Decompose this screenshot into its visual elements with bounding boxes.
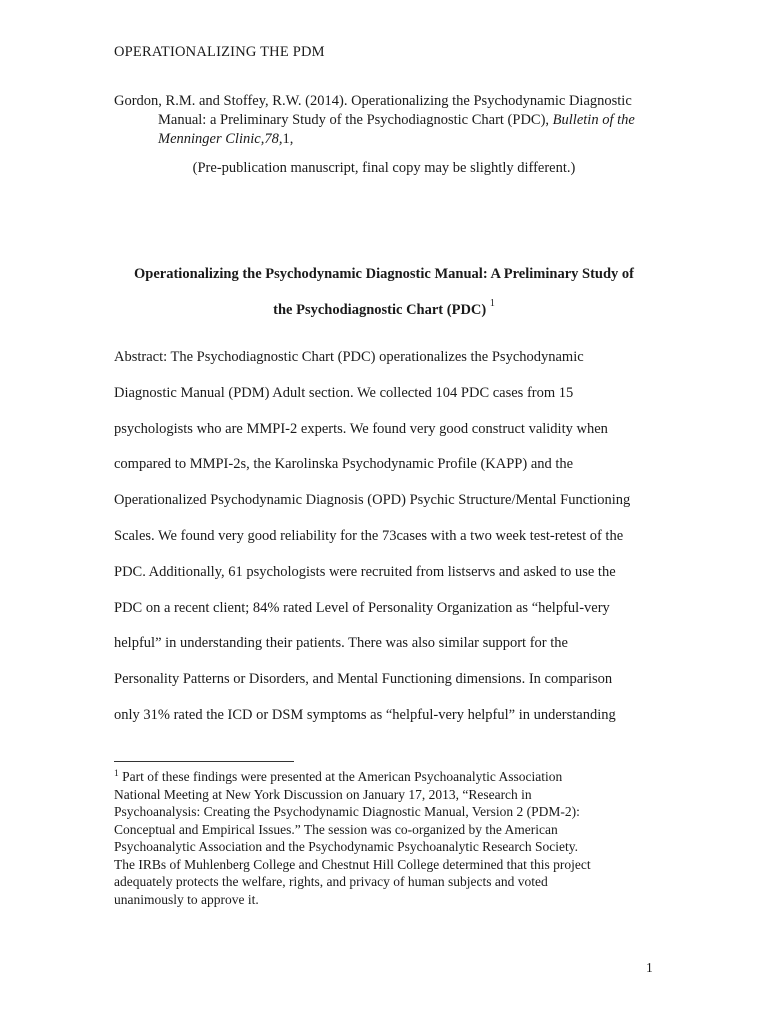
journal-name-continued: Menninger Clinic,78, (158, 131, 283, 147)
abstract-line: Diagnostic Manual (PDM) Adult section. We collected 104 PDC cases from 15 (114, 384, 574, 401)
title-line-1: Operationalizing the Psychodynamic Diagnostic Manual: A Preliminary Study of (134, 266, 634, 282)
footnote-line: The IRBs of Muhlenberg College and Chestnut Hill College determined that this project (114, 856, 591, 872)
abstract-line: Operationalized Psychodynamic Diagnosis (OPD) Psychic Structure/Mental Functioning (114, 492, 631, 509)
page-number: 1 (646, 960, 653, 975)
title-line-2-text: the Psychodiagnostic Chart (PDC) (273, 302, 487, 318)
abstract-line: helpful” in understanding their patients. There was also similar support for the (114, 635, 568, 652)
footnote-line: Conceptual and Empirical Issues.” The session was co-organized by the American (114, 821, 558, 837)
abstract-line: PDC. Additionally, 61 psychologists were recruited from listservs and asked to use the (114, 563, 616, 580)
abstract (114, 340, 654, 734)
citation-line-3 (114, 130, 659, 149)
citation-line-3-text: 1, (282, 131, 294, 147)
abstract-line: Abstract: The Psychodiagnostic Chart (PDC) operationalizes the Psychodynamic (114, 349, 584, 365)
footnote-line (114, 768, 659, 786)
footnote-line: National Meeting at New York Discussion on January 17, 2013, “Research in (114, 786, 532, 802)
footnote-line: adequately protects the welfare, rights, and privacy of human subjects and voted (114, 874, 548, 889)
title-footnote-marker: 1 (489, 298, 495, 309)
citation-line-2-text: Manual: a Preliminary Study of the Psychodiagnostic Chart (PDC), (158, 112, 553, 128)
citation (114, 92, 659, 149)
footnote-line: Psychoanalytic Association and the Psychodynamic Psychoanalytic Research Society. (114, 839, 579, 854)
footnote (114, 768, 659, 908)
citation-line-1: Gordon, R.M. and Stoffey, R.W. (2014). Operationalizing the Psychodynamic Diagnostic (114, 93, 632, 109)
abstract-line: PDC on a recent client; 84% rated Level of Personality Organization as “helpful-very (114, 599, 610, 616)
footnote-divider (114, 761, 294, 762)
paper-title (114, 256, 654, 328)
footnote-line: unanimously to approve it. (114, 891, 259, 907)
abstract-line: compared to MMPI-2s, the Karolinska Psychodynamic Profile (KAPP) and the (114, 456, 574, 473)
citation-line-2 (114, 111, 659, 130)
prepublication-note (0, 160, 768, 177)
footnote-line: Psychoanalysis: Creating the Psychodynamic Diagnostic Manual, Version 2 (PDM-2): (114, 804, 580, 819)
running-head: OPERATIONALIZING THE PDM (114, 44, 325, 60)
footnote-marker: 1 (114, 769, 119, 779)
abstract-line: only 31% rated the ICD or DSM symptoms as “helpful-very helpful” in understanding (114, 706, 616, 723)
abstract-line: Personality Patterns or Disorders, and Mental Functioning dimensions. In comparison (114, 671, 613, 688)
abstract-line: Scales. We found very good reliability for the 73cases with a two week test-retest of the (114, 527, 624, 544)
title-line-2 (114, 292, 654, 328)
journal-name: Bulletin of the (552, 112, 635, 128)
abstract-line: psychologists who are MMPI-2 experts. We found very good construct validity when (114, 420, 608, 437)
prepublication-note-text: (Pre-publication manuscript, final copy may be slightly different.) (192, 160, 576, 176)
footnote-line-text: Part of these findings were presented at the American Psychoanalytic Association (118, 769, 563, 784)
